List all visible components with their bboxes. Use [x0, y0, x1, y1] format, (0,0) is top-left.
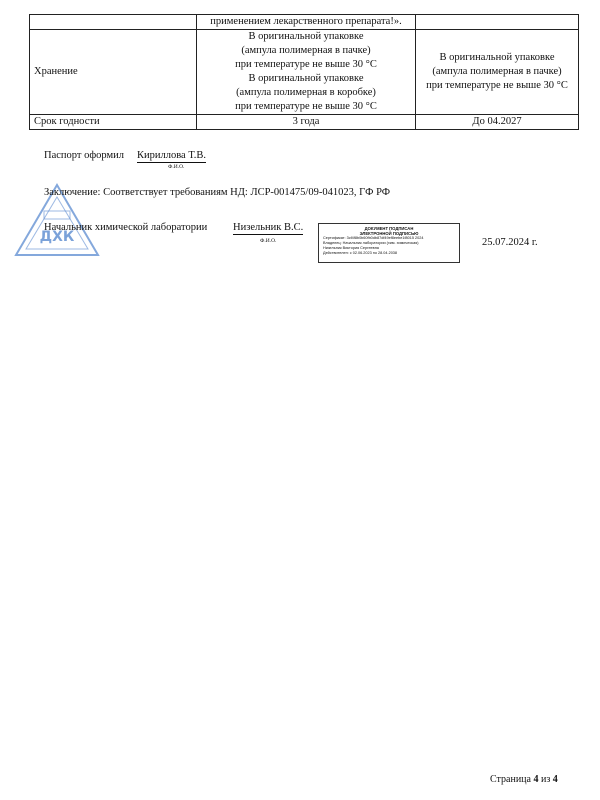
shelf-life-spec: 3 года: [197, 115, 416, 130]
esig-owner: Владелец: Начальник лаборатории (хим. химическая): [323, 241, 419, 245]
signature-date: 25.07.2024 г.: [482, 237, 538, 248]
e-signature-box: [318, 223, 460, 263]
passport-caption: Ф.И.О.: [168, 164, 185, 170]
top-row-text: применением лекарственного препарата!».: [210, 16, 402, 27]
page-current: 4: [533, 774, 539, 785]
page-total: 4: [552, 774, 558, 785]
storage-spec-line: (ампула полимерная в пачке): [241, 45, 371, 56]
passport-name: Кириллова Т.В.: [137, 150, 206, 161]
stamp-text: ДХК: [39, 229, 75, 245]
page-of-label: из: [540, 774, 551, 785]
esig-header-1: ДОКУМЕНТ ПОДПИСАН: [364, 226, 414, 231]
chief-label: Начальник химической лаборатории: [44, 222, 208, 233]
storage-label: Хранение: [30, 30, 197, 115]
page-number: [490, 774, 558, 785]
storage-result: [416, 30, 579, 115]
chief-caption: Ф.И.О.: [260, 238, 277, 244]
table-row-shelf-life: [30, 115, 579, 130]
conclusion-text: Заключение: Соответствует требованиям НД: ЛСР-001475/09-041023, ГФ РФ: [44, 187, 391, 198]
chief-name: Низельник В.С.: [233, 222, 304, 233]
storage-result-line: при температуре не выше 30 °С: [426, 80, 568, 91]
storage-spec-line: В оригинальной упаковке: [248, 31, 364, 42]
storage-result-line: В оригинальной упаковке: [439, 52, 555, 63]
table-cell: [416, 15, 579, 30]
storage-spec-line: при температуре не выше 30 °С: [235, 101, 377, 112]
esig-owner-name: Низельник Виктория Сергеевна: [323, 246, 379, 250]
esig-valid: Действителен: с 02.06.2023 по 28.04.2038: [323, 251, 398, 255]
quality-table: [29, 14, 579, 130]
storage-spec-line: при температуре не выше 30 °С: [235, 59, 377, 70]
passport-label: Паспорт оформил: [44, 150, 124, 161]
shelf-life-label: Срок годности: [30, 115, 197, 130]
storage-spec-line: В оригинальной упаковке: [248, 73, 364, 84]
table-row-storage: [30, 30, 579, 115]
storage-spec-line: (ампула полимерная в коробке): [236, 87, 376, 98]
storage-spec: [197, 30, 416, 115]
esig-header-2: ЭЛЕКТРОННОЙ ПОДПИСЬЮ: [359, 231, 419, 236]
storage-result-line: (ампула полимерная в пачке): [432, 66, 562, 77]
table-cell: [197, 15, 416, 30]
shelf-life-result: До 04.2027: [416, 115, 579, 130]
table-cell: [30, 15, 197, 30]
table-row: [30, 15, 579, 30]
esig-certificate: Сертификат: 3cf4f8b0b60fb0db87df49ef8eebe1f8015 2024: [323, 236, 424, 240]
page-label: Страница: [490, 774, 531, 785]
